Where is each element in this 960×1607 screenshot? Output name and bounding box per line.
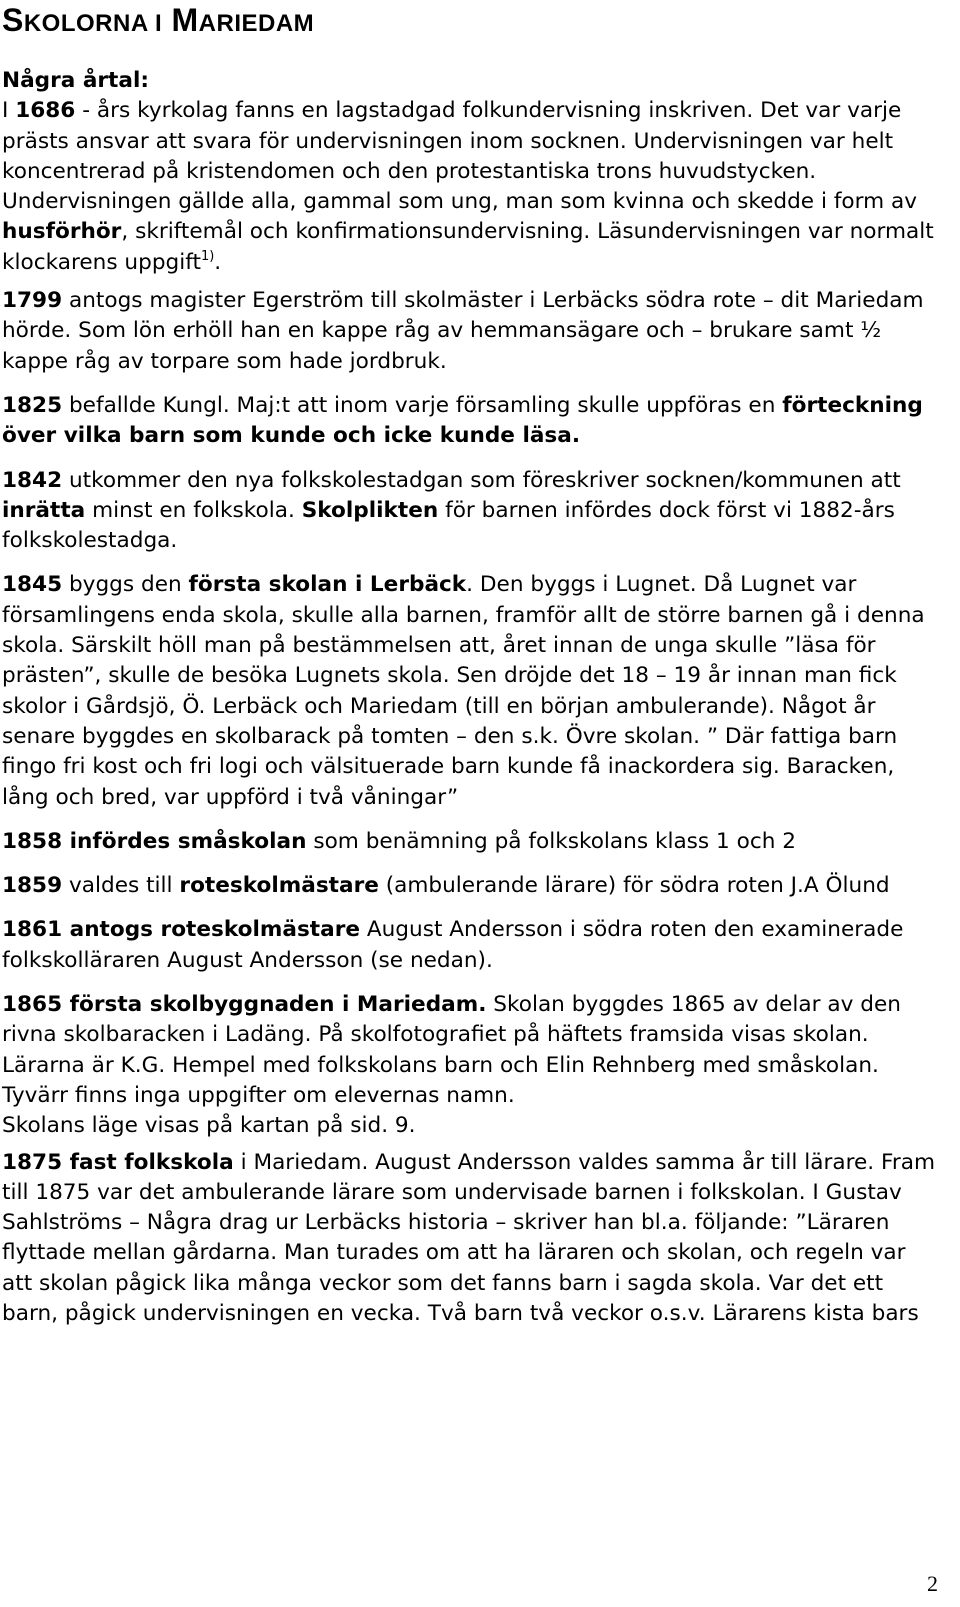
year-1858: 1858 infördes småskolan: [2, 828, 307, 854]
year-1842: 1842: [2, 467, 63, 493]
term-husforhor: husförhör: [2, 219, 122, 245]
paragraph-1858: 1858 infördes småskolan som benämning på folkskolans klass 1 och 2: [2, 828, 797, 854]
year-1825: 1825: [2, 392, 63, 418]
paragraph-1842: 1842 utkommer den nya folkskolestadgan som föreskriver socknen/kommunen att inrätta minst en folkskola. Skolplikten för barnen infördes dock först vi 1882-års folkskolestadga.: [2, 467, 901, 554]
paragraph-1845: 1845 byggs den första skolan i Lerbäck. Den byggs i Lugnet. Då Lugnet var församlingens enda skola, skulle alla barnen, framför allt de större barnen gå i denna skola. Särskilt höll man på bestämmelsen att, året innan de unga skulle ”läsa för prästen”, skulle de besöka Lugnets skola. Sen dröjde det 18 – 19 år innan man fick skolor i Gårdsjö, Ö. Lerbäck och Mariedam (till en början ambulerande). Något år senare byggdes en skolbarack på tomten – den s.k. Övre skolan. ” Där fattiga barn fingo fri kost och fri logi och välsituerade barn kunde få inackordera sig. Baracken, lång och bred, var uppförd i två våningar”: [2, 572, 925, 810]
paragraph-1799: 1799 antogs magister Egerström till skolmäster i Lerbäcks södra rote – dit Mariedam hörde. Som lön erhöll han en kappe råg av hemmansägare och – brukare samt ½ kappe råg av torpare som hade jordbruk.: [2, 288, 924, 374]
document-body: [2, 66, 940, 1343]
page-number: 2: [927, 1571, 938, 1596]
title-word-skolorna: KOLORNA I: [23, 10, 163, 37]
page-title: [2, 2, 314, 42]
section-heading: Några årtal:: [2, 68, 149, 93]
year-1861: 1861 antogs roteskolmästare: [2, 917, 360, 943]
paragraph-1865-line2: Tyvärr finns inga uppgifter om elevernas namn.: [2, 1082, 515, 1108]
paragraph-1861: 1861 antogs roteskolmästare August Andersson i södra roten den examinerade folkskolläraren August Andersson (se nedan).: [2, 917, 904, 973]
paragraph-1859: 1859 valdes till roteskolmästare (ambulerande lärare) för södra roten J.A Ölund: [2, 873, 890, 899]
paragraph-1865: 1865 första skolbyggnaden i Mariedam. Skolan byggdes 1865 av delar av den rivna skolbaracken i Ladäng. På skolfotografiet på häftets framsida visas skolan. Lärarna är K.G. Hempel med folkskolans barn och Elin Rehnberg med småskolan.: [2, 992, 901, 1078]
year-1845: 1845: [2, 572, 63, 598]
year-1875: 1875 fast folkskola: [2, 1149, 234, 1175]
year-1686: 1686: [15, 98, 76, 124]
title-word-mariedam: ARIEDAM: [198, 10, 315, 37]
footnote-ref: 1): [200, 248, 215, 264]
paragraph-1686: I 1686 - års kyrkolag fanns en lagstadgad folkundervisning inskriven. Det var varje prästs ansvar att svara för undervisningen inom socknen. Undervisningen var helt koncentrerad på kristendomen och den protestantiska trons huvudstycken. Undervisningen gällde alla, gammal som ung, man som kvinna och skedde i form av husförhör, skriftemål och konfirmationsundervisning. Läsundervisningen var normalt klockarens uppgift$^{1)}$.: [2, 98, 934, 275]
year-1859: 1859: [2, 873, 63, 899]
year-1865: 1865 första skolbyggnaden i Mariedam.: [2, 992, 487, 1018]
paragraph-1865-line3: Skolans läge visas på kartan på sid. 9.: [2, 1113, 416, 1139]
title-initial-s: S: [2, 2, 24, 38]
paragraph-1825: 1825 befallde Kungl. Maj:t att inom varje församling skulle uppföras en förteckning över vilka barn som kunde och icke kunde läsa.: [2, 392, 923, 449]
year-1799: 1799: [2, 288, 63, 314]
paragraph-1875: 1875 fast folkskola i Mariedam. August Andersson valdes samma år till lärare. Fram till 1875 var det ambulerande lärare som undervisade barnen i folkskolan. I Gustav Sahlströms – Några drag ur Lerbäcks historia – skriver han bl.a. följande: ”Läraren flyttade mellan gårdarna. Man turades om att ha läraren och skolan, och regeln var att skolan pågick lika många veckor som det fanns barn i sagda skola. Var det ett barn, pågick undervisningen en vecka. Två barn två veckor o.s.v. Lärarens kista bars: [2, 1149, 936, 1326]
title-initial-m: M: [171, 2, 199, 38]
